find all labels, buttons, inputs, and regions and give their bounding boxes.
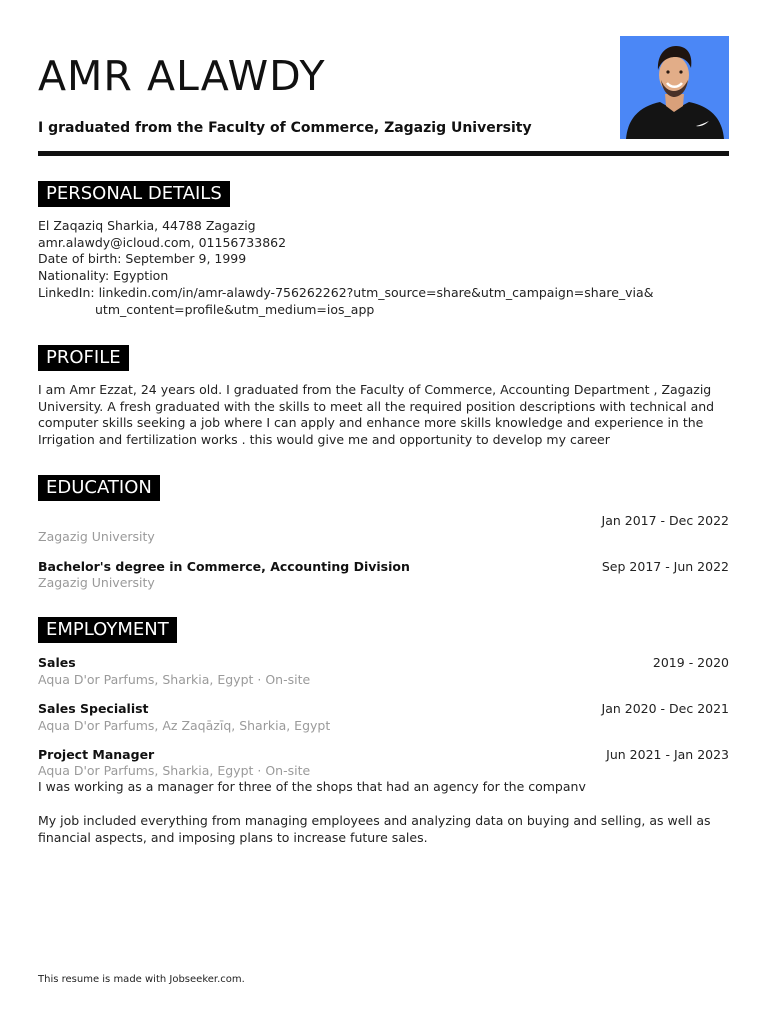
school-name: Zagazig University bbox=[38, 575, 155, 590]
profile-summary: I am Amr Ezzat, 24 years old. I graduated from the Faculty of Commerce, Accounting Department , Zagazig University. A fresh graduated with the skills to meet all the required position descriptions with technical and computer skills seeking a job where I can apply and enhance more skills knowledge and experience in the Irrigation and fertilization works . this would give me and opportunity to develop my career bbox=[38, 382, 715, 447]
education-item bbox=[38, 512, 729, 530]
tagline: I graduated from the Faculty of Commerce, Zagazig University bbox=[38, 120, 532, 136]
job-description: I was working as a manager for three of the shops that had an agency for the companv bbox=[38, 779, 586, 794]
job-company: Aqua D'or Parfums, Sharkia, Egypt · On-site bbox=[38, 672, 311, 687]
job-dates: Jun 2021 - Jan 2023 bbox=[606, 747, 729, 762]
job-title: Sales bbox=[38, 655, 76, 670]
education-dates: Jan 2017 - Dec 2022 bbox=[601, 513, 729, 528]
employment-heading: EMPLOYMENT bbox=[38, 617, 177, 643]
job-title: Project Manager bbox=[38, 747, 155, 762]
job-item bbox=[38, 700, 729, 718]
job-title: Sales Specialist bbox=[38, 701, 149, 716]
footer-note: This resume is made with Jobseeker.com. bbox=[38, 974, 245, 985]
date-of-birth: Date of birth: September 9, 1999 bbox=[38, 251, 247, 266]
candidate-name: AMR ALAWDY bbox=[38, 52, 326, 100]
linkedin-link-continued[interactable]: utm_content=profile&utm_medium=ios_app bbox=[95, 302, 375, 317]
job-dates: 2019 - 2020 bbox=[652, 655, 729, 670]
contact-info: amr.alawdy@icloud.com, 01156733862 bbox=[38, 235, 287, 250]
header-divider bbox=[38, 151, 729, 156]
school-name: Zagazig University bbox=[38, 529, 155, 544]
job-company: Aqua D'or Parfums, Az Zaqāzīq, Sharkia, Egypt bbox=[38, 718, 331, 733]
profile-photo bbox=[620, 36, 729, 139]
linkedin-link[interactable]: LinkedIn: linkedin.com/in/amr-alawdy-756262262?utm_source=share&utm_campaign=share_via& bbox=[38, 285, 654, 300]
degree-title: Bachelor's degree in Commerce, Accounting Division bbox=[38, 559, 410, 574]
personal-details-heading: PERSONAL DETAILS bbox=[38, 181, 230, 207]
job-item bbox=[38, 654, 729, 672]
education-dates: Sep 2017 - Jun 2022 bbox=[601, 559, 729, 574]
education-item bbox=[38, 558, 729, 576]
profile-heading: PROFILE bbox=[38, 345, 129, 371]
avatar-icon bbox=[620, 36, 729, 139]
education-heading: EDUCATION bbox=[38, 475, 160, 501]
job-dates: Jan 2020 - Dec 2021 bbox=[601, 701, 729, 716]
job-description: My job included everything from managing employees and analyzing data on buying and selling, as well as financial aspects, and imposing plans to increase future sales. bbox=[38, 813, 711, 845]
job-item bbox=[38, 746, 729, 764]
job-company: Aqua D'or Parfums, Sharkia, Egypt · On-site bbox=[38, 763, 311, 778]
address: El Zaqaziq Sharkia, 44788 Zagazig bbox=[38, 218, 256, 233]
nationality: Nationality: Egyption bbox=[38, 268, 169, 283]
